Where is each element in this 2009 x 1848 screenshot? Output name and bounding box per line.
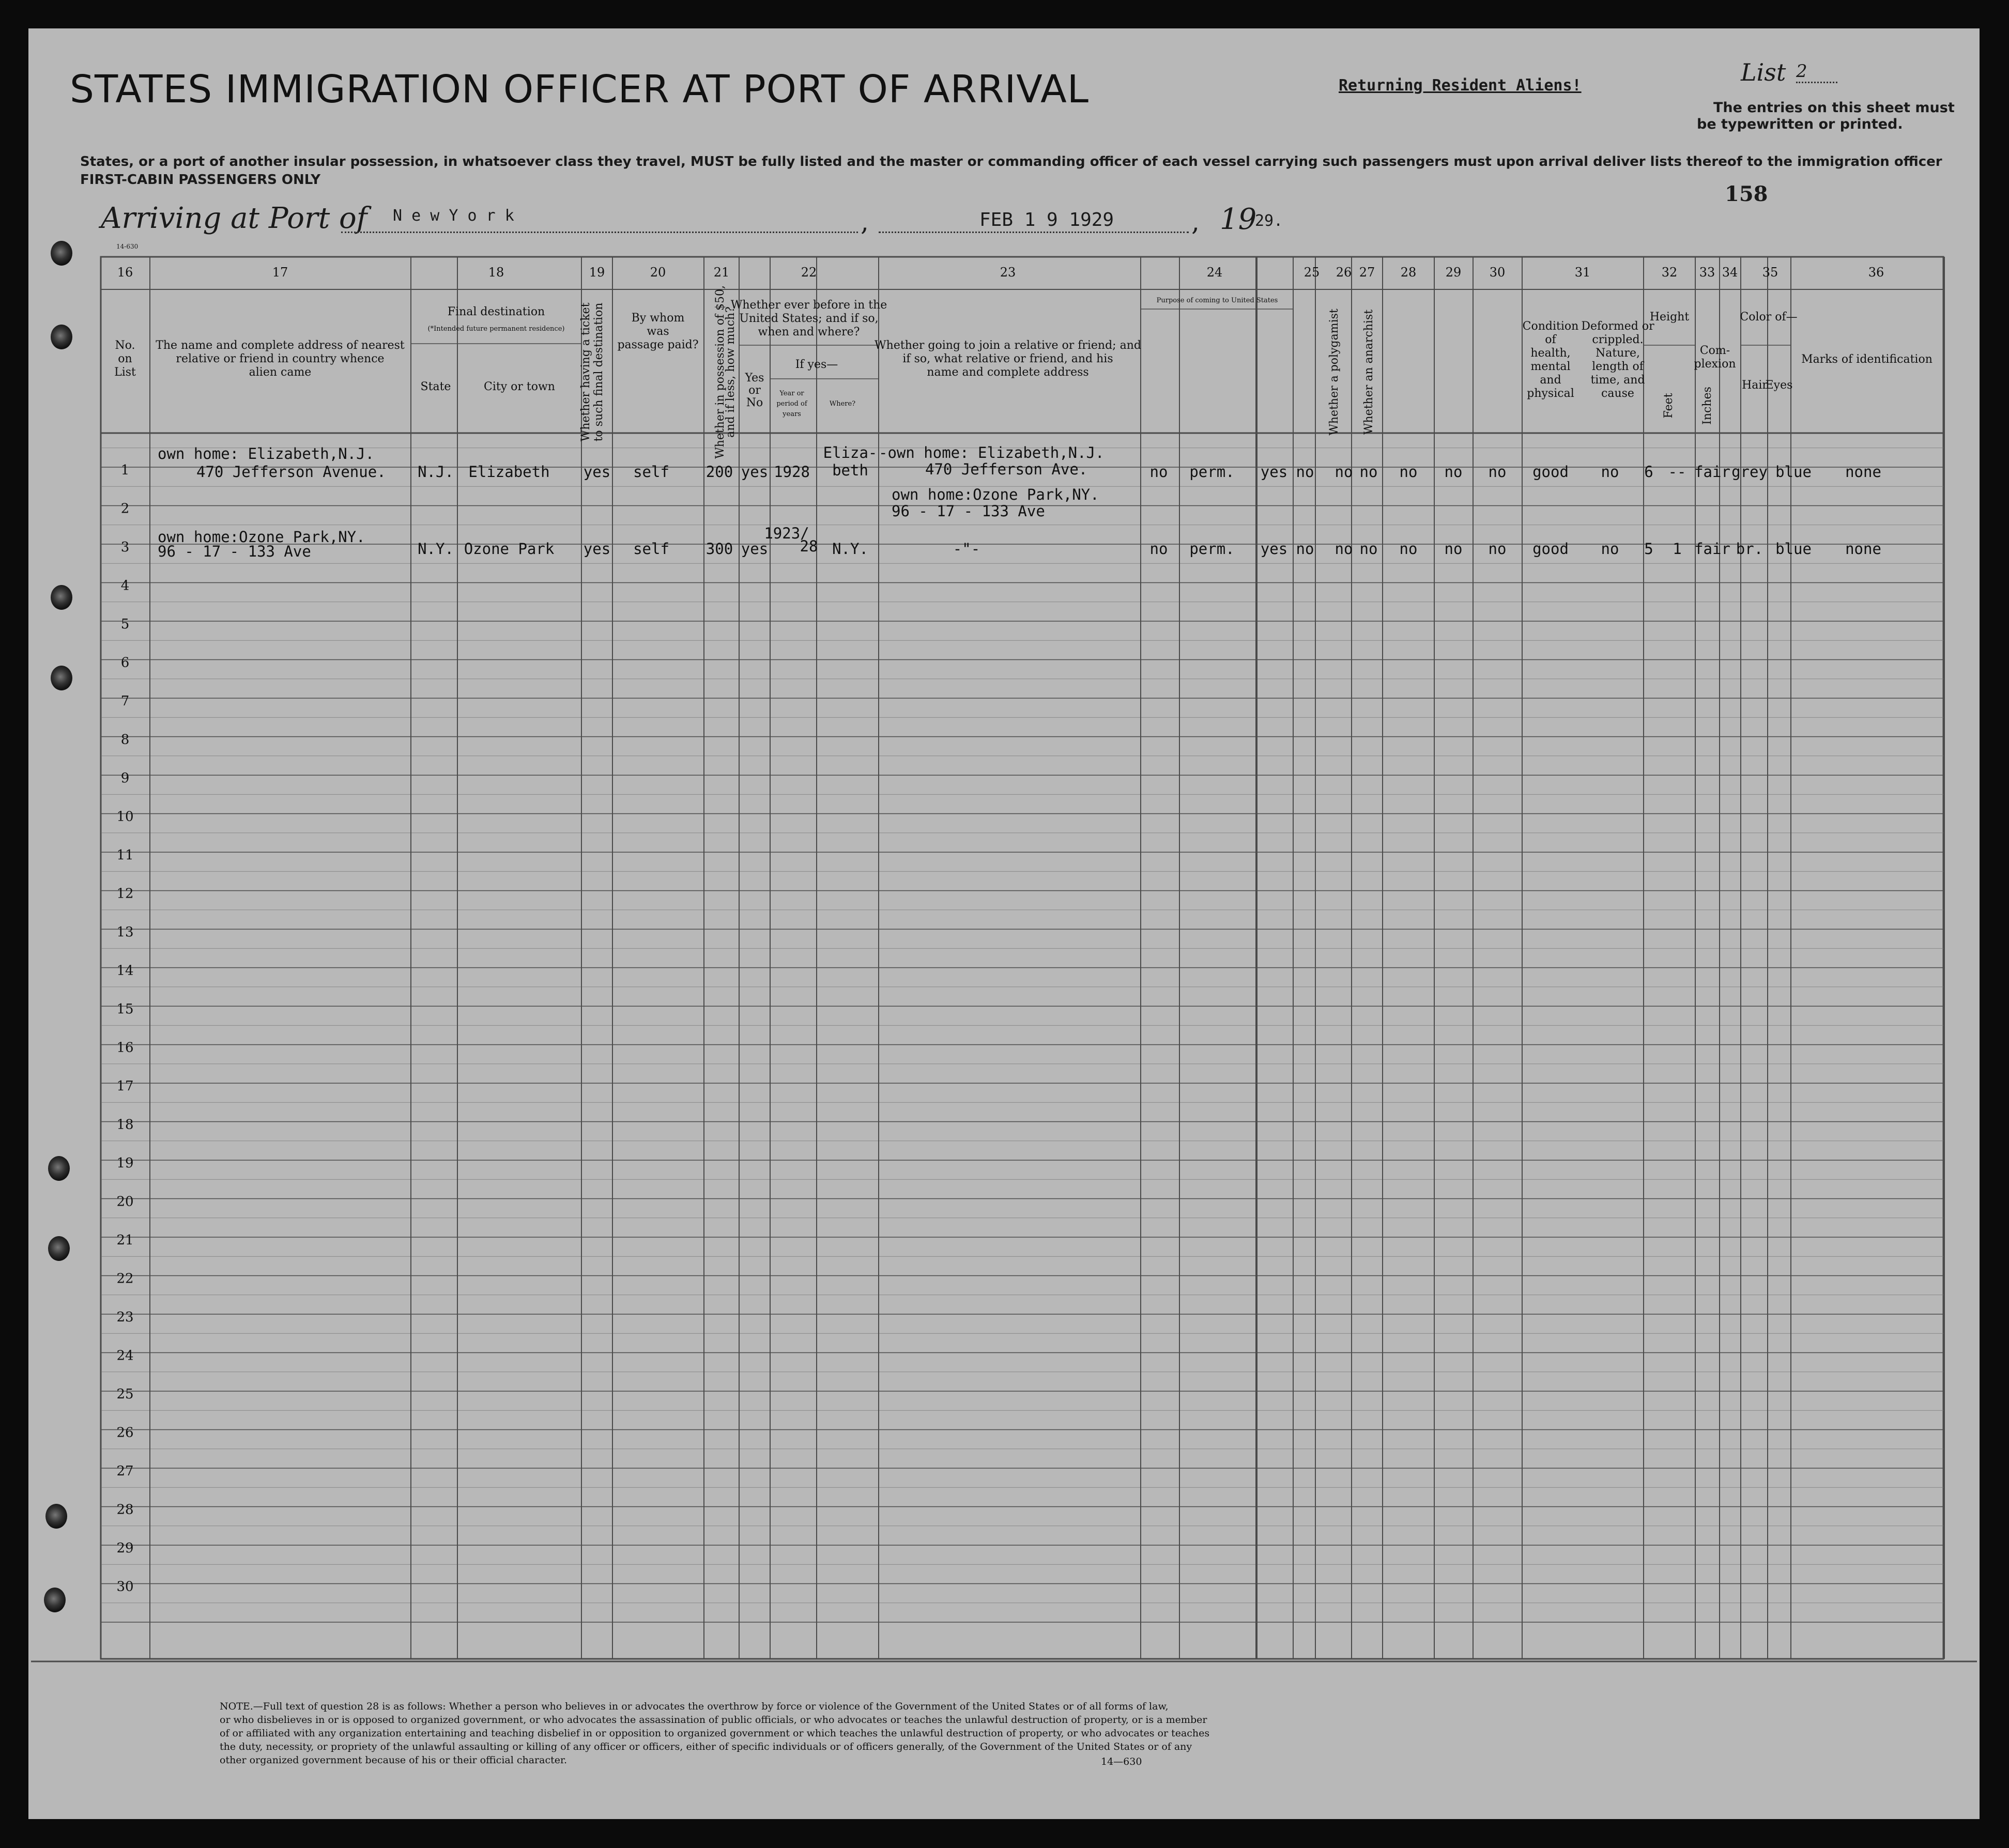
joining-relative: 470 Jefferson Ave.: [925, 460, 1088, 478]
footnote-line: or who disbelieves in or is opposed to organized government, or who advocates the assassination of public officials, or who advocates or teaches the unlawful destruction of property, or is a member: [220, 1714, 1207, 1726]
row-number: 26: [116, 1425, 134, 1441]
deported-answer: no: [1488, 463, 1507, 481]
column-header-label: health,: [1530, 347, 1571, 360]
column-number: 18: [488, 265, 504, 280]
destination-state: N.J.: [418, 463, 454, 481]
column-number: 26: [1336, 265, 1352, 280]
identification-marks: none: [1845, 540, 1881, 558]
prison-answer: no: [1296, 540, 1314, 558]
row-number: 29: [116, 1541, 134, 1556]
column-header-label: Whether ever before in the: [730, 299, 887, 312]
ticket-answer: yes: [583, 463, 611, 481]
destination-city: Ozone Park: [464, 540, 555, 558]
column-header-rotated: Whether in possession of $50,: [714, 285, 727, 459]
row-number: 23: [116, 1310, 134, 1325]
column-number: 16: [117, 265, 133, 280]
row-number: 21: [116, 1233, 134, 1248]
relative-address: 470 Jefferson Avenue.: [196, 463, 386, 481]
column-header-rotated: Whether a polygamist: [1328, 309, 1341, 436]
footnote-line: NOTE.—Full text of question 28 is as follows: Whether a person who believes in or advocates the overthrow by force or violence of the Government of the United States or of all forms of law,: [220, 1701, 1169, 1712]
column-header-label: physical: [1527, 387, 1574, 400]
relative-address: own home:Ozone Park,NY.: [158, 528, 365, 546]
row-number: 17: [116, 1079, 134, 1094]
column-number: 28: [1400, 265, 1417, 280]
column-header-rotated: Whether an anarchist: [1362, 309, 1375, 435]
row-number: 13: [116, 925, 134, 940]
row-number: 22: [116, 1271, 134, 1287]
height-feet: 5: [1644, 540, 1653, 558]
column-header-sublabel: Year or: [779, 390, 804, 397]
column-number: 23: [1000, 265, 1016, 280]
previously-in-us: yes: [741, 540, 769, 558]
column-header-label: United States; and if so,: [739, 312, 879, 325]
previously-in-us: yes: [741, 463, 769, 481]
column-header-label: Height: [1649, 311, 1690, 324]
ticket-answer: yes: [583, 540, 611, 558]
column-header-label: Eyes: [1765, 379, 1793, 392]
previous-where: N.Y.: [832, 540, 868, 558]
column-header-sublabel: years: [783, 410, 801, 418]
column-header-label: State: [420, 380, 451, 393]
passage-paid-by: self: [633, 463, 669, 481]
column-number: 33: [1699, 265, 1715, 280]
joining-relative: 96 - 17 - 133 Ave: [892, 502, 1045, 520]
column-header-label: Final destination: [447, 305, 545, 318]
row-number: 4: [120, 578, 130, 594]
column-number: 35: [1762, 265, 1778, 280]
column-number: 19: [589, 265, 605, 280]
polygamist-answer: no: [1335, 540, 1353, 558]
row-number: 19: [116, 1156, 134, 1171]
column-number: 29: [1445, 265, 1462, 280]
column-header-label: Marks of identification: [1801, 353, 1933, 366]
deported-answer: no: [1488, 540, 1507, 558]
row-number: 16: [116, 1040, 134, 1056]
q28-answer: no: [1399, 540, 1418, 558]
row-number: 8: [120, 732, 130, 748]
row-number: 5: [120, 617, 130, 632]
sheet-number: 158: [1725, 182, 1768, 206]
row-number: 3: [120, 540, 130, 555]
instructions-text: States, or a port of another insular possession, in whatsoever class they travel, MUST be fully listed and the master or commanding officer of each vessel carrying such passengers must upon arrival deliver lists thereof to the immigration officer: [80, 154, 1942, 170]
column-number: 21: [713, 265, 730, 280]
row-number: 15: [116, 1002, 134, 1017]
row-number: 20: [116, 1194, 134, 1210]
column-number: 17: [272, 265, 288, 280]
column-header-label: Color of—: [1740, 311, 1798, 324]
previous-where: Eliza-: [823, 444, 878, 461]
height-feet: 6: [1644, 463, 1653, 481]
list-value: 2: [1796, 61, 1837, 83]
column-number: 27: [1359, 265, 1375, 280]
comma-1: ,: [861, 207, 869, 237]
column-header-label: of: [1545, 333, 1556, 346]
returning-resident-stamp: Returning Resident Aliens!: [1339, 76, 1582, 95]
length-of-stay: perm.: [1189, 540, 1235, 558]
column-header-label: mental: [1530, 360, 1571, 373]
column-header-sublabel: Where?: [829, 400, 856, 408]
previous-year: 1923/: [764, 525, 809, 542]
typewritten-note-1: The entries on this sheet must: [1713, 100, 1955, 116]
column-header-label: City or town: [484, 380, 555, 393]
joining-relative: -own home: Elizabeth,N.J.: [879, 444, 1105, 461]
previous-year: 1928: [774, 463, 810, 481]
column-number: 32: [1661, 265, 1678, 280]
column-number: 22: [801, 265, 817, 280]
hair-color: br.: [1736, 540, 1763, 558]
column-header-sublabel: (*Intended future permanent residence): [427, 325, 565, 333]
column-header-label: If yes—: [795, 358, 838, 371]
column-header-label: crippled.: [1592, 333, 1644, 346]
anarchist-answer: no: [1359, 463, 1378, 481]
port-name: N e w Y o r k: [393, 207, 514, 225]
eye-color: blue: [1775, 463, 1812, 481]
footnote-line: other organized government because of his or their official character.: [220, 1754, 568, 1766]
row-number: 7: [120, 694, 130, 709]
relative-address: own home: Elizabeth,N.J.: [158, 445, 375, 463]
column-header-label: on: [118, 352, 132, 365]
previous-where: beth: [832, 461, 868, 479]
column-header-label: if so, what relative or friend, and his: [902, 352, 1113, 365]
joining-relative: -"-: [953, 540, 980, 558]
health-condition: good: [1532, 540, 1569, 558]
year-suffix: 29.: [1255, 212, 1283, 230]
column-header-label: and: [1540, 374, 1561, 387]
row-number: 11: [116, 848, 134, 863]
column-header-label: Yes: [745, 372, 764, 384]
column-number: 36: [1868, 265, 1884, 280]
column-number: 30: [1489, 265, 1506, 280]
column-header-label: List: [114, 366, 136, 379]
column-number: 31: [1574, 265, 1591, 280]
year-prefix: 19: [1220, 203, 1257, 236]
column-header-label: was: [647, 325, 669, 338]
row-number: 27: [116, 1464, 134, 1479]
row-number: 30: [116, 1579, 134, 1595]
column-header-label: Deformed or: [1581, 320, 1654, 333]
row-number: 28: [116, 1502, 134, 1518]
complexion: fair: [1694, 463, 1730, 481]
health-condition: good: [1532, 463, 1569, 481]
polygamist-answer: no: [1335, 463, 1353, 481]
destination-city: Elizabeth: [468, 463, 550, 481]
destination-state: N.Y.: [418, 540, 454, 558]
row-number: 18: [116, 1117, 134, 1133]
page-title: STATES IMMIGRATION OFFICER AT PORT OF ARRIVAL: [70, 67, 1090, 112]
length-of-stay: perm.: [1189, 463, 1235, 481]
class-line: FIRST-CABIN PASSENGERS ONLY: [80, 172, 321, 188]
arriving-label: Arriving at Port of: [101, 202, 367, 235]
column-number: 24: [1206, 265, 1223, 280]
list-label: List: [1741, 58, 1786, 86]
purpose-return: no: [1149, 463, 1168, 481]
column-header-sublabel: period of: [776, 400, 807, 408]
previous-year: 28: [800, 537, 818, 555]
date-stamp: FEB 1 9 1929: [979, 209, 1114, 230]
footnote-code: 14—630: [1101, 1756, 1142, 1767]
footnote-line: of or affiliated with any organization entertaining and teaching disbelief in or opposition to organized government or which teaches the unlawful destruction of property, or who advocates or teaches: [220, 1728, 1210, 1739]
column-header-label: Nature,: [1596, 347, 1640, 360]
column-header-rotated: to such final destination: [592, 302, 605, 442]
q28-answer: no: [1399, 463, 1418, 481]
column-header-label: passage paid?: [617, 338, 699, 351]
intends-citizen: yes: [1260, 540, 1288, 558]
column-header-label: relative or friend in country whence: [176, 352, 385, 365]
row-number: 12: [116, 886, 134, 902]
joining-relative: own home:Ozone Park,NY.: [892, 486, 1099, 503]
offer-answer: no: [1444, 463, 1463, 481]
row-number: 14: [116, 963, 134, 979]
column-number: 34: [1722, 265, 1738, 280]
column-header-label: or: [748, 384, 761, 397]
passage-paid-by: self: [633, 540, 669, 558]
column-header-rotated: Feet: [1662, 393, 1675, 419]
column-number: 25: [1303, 265, 1320, 280]
column-header-label: time, and: [1590, 374, 1645, 387]
row-number: 24: [116, 1348, 134, 1364]
column-header-label: No.: [115, 339, 135, 352]
prison-answer: no: [1296, 463, 1314, 481]
column-header-label: name and complete address: [927, 366, 1089, 379]
complexion: fair: [1694, 540, 1730, 558]
height-inches: 1: [1673, 540, 1682, 558]
row-number: 2: [120, 501, 130, 517]
column-number: 20: [650, 265, 666, 280]
money-amount: 300: [706, 540, 733, 558]
column-header-rotated: Whether having a ticket: [579, 302, 592, 442]
typewritten-note-2: be typewritten or printed.: [1697, 116, 1903, 132]
column-header-sublabel: Purpose of coming to United States: [1156, 297, 1278, 304]
intends-citizen: yes: [1260, 463, 1288, 481]
column-header-rotated: Inches: [1701, 387, 1714, 425]
column-header-label: Hair: [1742, 379, 1768, 392]
row-number: 6: [120, 655, 130, 671]
eye-color: blue: [1775, 540, 1812, 558]
row-number: 25: [116, 1387, 134, 1402]
column-header-label: length of: [1592, 360, 1644, 373]
height-inches: --: [1668, 463, 1686, 481]
column-header-rotated: and if less, how much?: [724, 306, 737, 438]
purpose-return: no: [1149, 540, 1168, 558]
identification-marks: none: [1845, 463, 1881, 481]
column-header-label: Whether going to join a relative or friend; and: [875, 339, 1141, 352]
comma-2: ,: [1191, 207, 1200, 237]
relative-address: 96 - 17 - 133 Ave: [158, 543, 311, 560]
anarchist-answer: no: [1359, 540, 1378, 558]
money-amount: 200: [706, 463, 733, 481]
column-header-label: Condition: [1522, 320, 1579, 333]
row-number: 9: [120, 771, 130, 786]
row-number: 10: [116, 809, 134, 825]
column-header-label: plexion: [1694, 358, 1736, 371]
column-header-label: Com-: [1699, 344, 1730, 357]
form-code-top: 14-630: [116, 243, 139, 250]
column-header-label: By whom: [631, 312, 685, 325]
row-number: 1: [120, 463, 130, 478]
column-header-label: cause: [1601, 387, 1634, 400]
column-header-label: No: [746, 396, 763, 409]
deformed-answer: no: [1601, 540, 1619, 558]
hair-color: grey: [1731, 463, 1768, 481]
column-header-label: The name and complete address of nearest: [156, 339, 405, 352]
column-header-label: when and where?: [758, 326, 860, 338]
offer-answer: no: [1444, 540, 1463, 558]
footnote-line: the duty, necessity, or propriety of the unlawful assaulting or killing of any officer or officers, either of specific individuals or of officers generally, of the Government of the United States or of any: [220, 1741, 1192, 1752]
deformed-answer: no: [1601, 463, 1619, 481]
column-header-label: alien came: [249, 366, 312, 379]
